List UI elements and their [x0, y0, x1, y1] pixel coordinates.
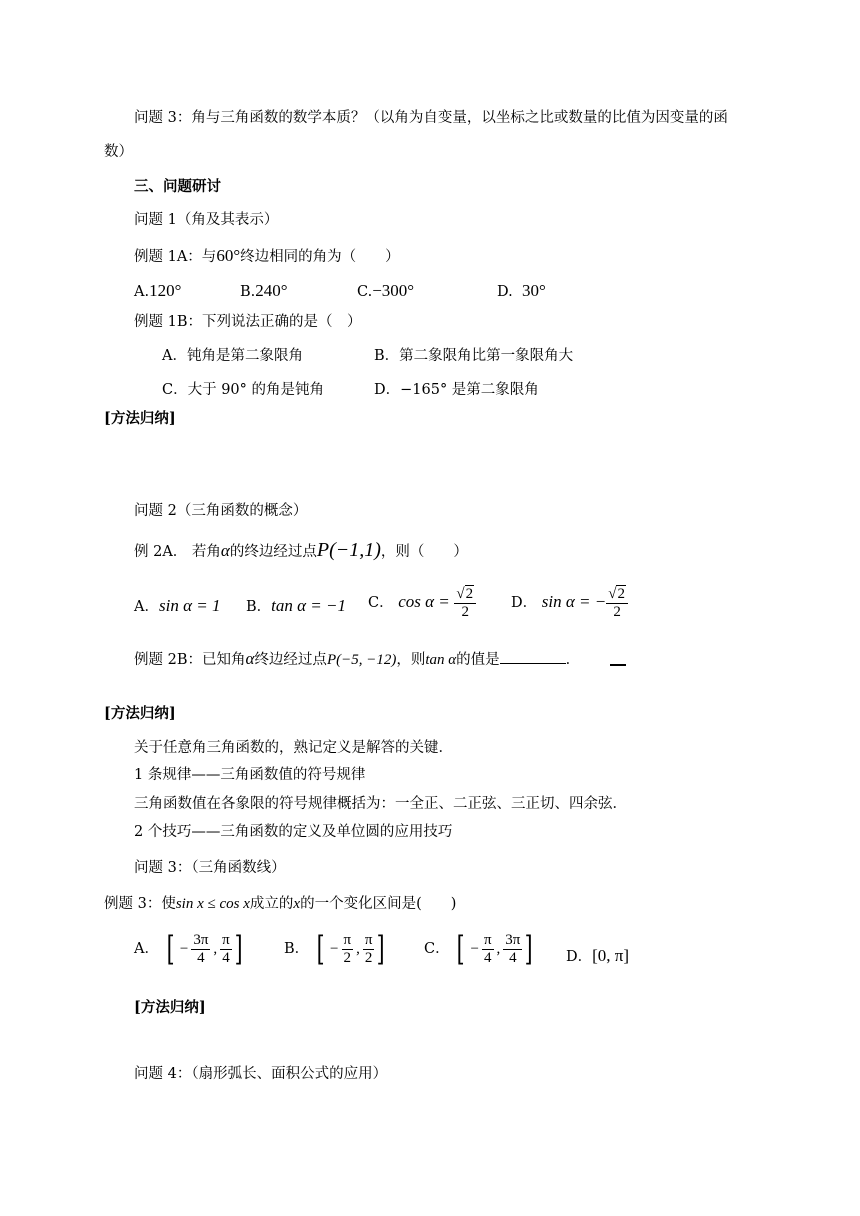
numerator: 3π [505, 932, 521, 948]
example-3-prefix: 例题 3：使 [104, 896, 176, 912]
interval: [ − $\frac{\pi}{4}$ , $\frac{3\pi}{4}$ ] [456, 929, 533, 969]
period: ． [565, 652, 581, 668]
example-2a-prefix: 例 2A． 若角 [134, 544, 221, 560]
example-1a [134, 246, 400, 266]
example-2b [134, 649, 580, 669]
option-value: 120° [149, 281, 182, 300]
left-bracket: [ [456, 929, 465, 969]
option-value: −300° [372, 281, 415, 300]
example-3 [104, 895, 456, 913]
example-1a-option-d [497, 281, 546, 301]
denominator: 4 [222, 949, 230, 966]
example-1b-option-b: B．第二象限角比第一象限角大 [374, 348, 574, 364]
denominator: 2 [461, 603, 469, 620]
example-1b: 例题 1B：下列说法正确的是（ ） [134, 314, 362, 330]
example-2a-option-a [134, 596, 220, 616]
example-1a-prefix: 例题 1A：与 [134, 249, 217, 265]
example-1b-option-a: A．钝角是第二象限角 [162, 348, 303, 364]
problem4-title: 问题 4：（扇形弧长、面积公式的应用） [134, 1066, 388, 1082]
example-2b-mid: 终边经过点 [254, 652, 327, 668]
option-letter: B. [240, 284, 256, 300]
option-letter: C． [424, 941, 450, 957]
option-letter: B． [284, 941, 310, 957]
option-letter: A. [134, 284, 150, 300]
option-letter: D. [497, 284, 513, 300]
option-value: 240° [255, 281, 288, 300]
right-bracket: ] [377, 929, 386, 969]
left-bracket: [ [316, 929, 325, 969]
note-line: 2 个技巧——三角函数的定义及单位圆的应用技巧 [134, 824, 453, 840]
option-letter: A． [134, 941, 159, 957]
option-expr: [0, π] [592, 946, 630, 965]
radicand: 2 [465, 586, 474, 602]
point-p: P(−5, −12) [326, 652, 397, 668]
example-2b-suffix: 的值是 [456, 652, 500, 668]
right-bracket: ] [525, 929, 533, 969]
problem2-title: 问题 2（三角函数的概念） [134, 503, 308, 519]
example-1a-suffix: 终边相同的角为（ ） [240, 249, 400, 265]
alpha-symbol: α [220, 541, 230, 560]
option-letter: D． [511, 595, 538, 611]
example-2a-suffix: ，则（ ） [380, 544, 468, 560]
q3-intro-line2: 数） [104, 144, 133, 160]
option-expr: sin α = 1 [158, 596, 221, 615]
option-expr: sin α = − [541, 592, 607, 611]
right-bracket: ] [234, 929, 243, 969]
method-summary-heading-3: [方法归纳] [134, 999, 206, 1016]
example-3-option-a [134, 929, 245, 969]
numerator: 3π [193, 932, 209, 948]
section-title: 三、问题研讨 [134, 178, 221, 195]
denominator: 2 [613, 603, 621, 620]
example-2a-option-d [511, 586, 628, 620]
note-line: 关于任意角三角函数的，熟记定义是解答的关键． [134, 740, 453, 756]
example-1a-option-a [134, 281, 181, 301]
problem1-title: 问题 1（角及其表示） [134, 212, 279, 228]
example-1b-option-d: D．−165° 是第二象限角 [374, 382, 539, 398]
method-summary-heading-2: [方法归纳] [104, 705, 176, 722]
interval: [ − $\frac{3\pi}{4}$ , $\frac{\pi}{4}$ ] [166, 929, 243, 969]
fraction: $\frac{√2}{2}$ [606, 586, 628, 620]
option-letter: B． [246, 599, 272, 615]
option-letter: A． [134, 599, 159, 615]
numerator: π [364, 932, 373, 948]
option-expr: cos α = [398, 592, 450, 611]
option-expr: tan α = −1 [271, 596, 346, 615]
q3-intro-line1: 问题 3：角与三角函数的数学本质？（以角为自变量，以坐标之比或数量的比值为因变量的函 [134, 110, 728, 126]
example-1a-option-c [357, 281, 414, 301]
example-3-option-d [566, 946, 629, 966]
example-3-suffix: 的一个变化区间是( ) [300, 896, 457, 912]
example-3-option-b [284, 929, 388, 969]
numerator: π [483, 932, 492, 948]
alpha-symbol: α [245, 649, 255, 668]
denominator: 4 [483, 949, 492, 966]
example-1b-option-c: C．大于 90° 的角是钝角 [162, 382, 325, 398]
example-1a-angle: 60° [216, 246, 241, 265]
fraction: $\frac{√2}{2}$ [454, 586, 476, 620]
option-letter: C． [368, 595, 394, 611]
example-2a-mid: 的终边经过点 [229, 544, 317, 560]
inequality: sin x ≤ cos x [175, 896, 250, 912]
example-3-option-c [424, 929, 536, 969]
point-p: P(−1,1) [316, 539, 381, 561]
interval: [ − $\frac{\pi}{2}$ , $\frac{\pi}{2}$ ] [316, 929, 386, 969]
numerator: π [222, 932, 230, 948]
option-letter: C. [357, 284, 373, 300]
example-2a-option-c [368, 586, 476, 620]
method-summary-heading-1: [方法归纳] [104, 410, 176, 427]
example-2b-prefix: 例题 2B：已知角 [134, 652, 246, 668]
example-1a-option-b [240, 281, 288, 301]
option-value: 30° [521, 281, 546, 300]
answer-blank[interactable] [500, 649, 566, 664]
radicand: 2 [617, 586, 625, 602]
problem3-title: 问题 3：（三角函数线） [134, 860, 286, 876]
variable-x: x [293, 896, 301, 912]
example-2b-mid2: ，则 [396, 652, 426, 668]
example-3-mid: 成立的 [249, 896, 294, 912]
denominator: 2 [364, 949, 373, 966]
denominator: 4 [197, 949, 205, 966]
left-bracket: [ [166, 929, 175, 969]
example-2a [134, 538, 468, 562]
denominator: 4 [509, 949, 517, 966]
option-letter: D． [566, 949, 593, 965]
denominator: 2 [343, 949, 352, 966]
example-2a-option-b [246, 596, 346, 616]
note-line: 三角函数值在各象限的符号规律概括为：一全正、二正弦、三正切、四余弦． [134, 796, 627, 812]
tan-alpha: tan α [425, 652, 457, 668]
numerator: π [343, 932, 352, 948]
note-line: 1 条规律——三角函数值的符号规律 [134, 767, 366, 783]
trailing-underline [610, 664, 626, 666]
